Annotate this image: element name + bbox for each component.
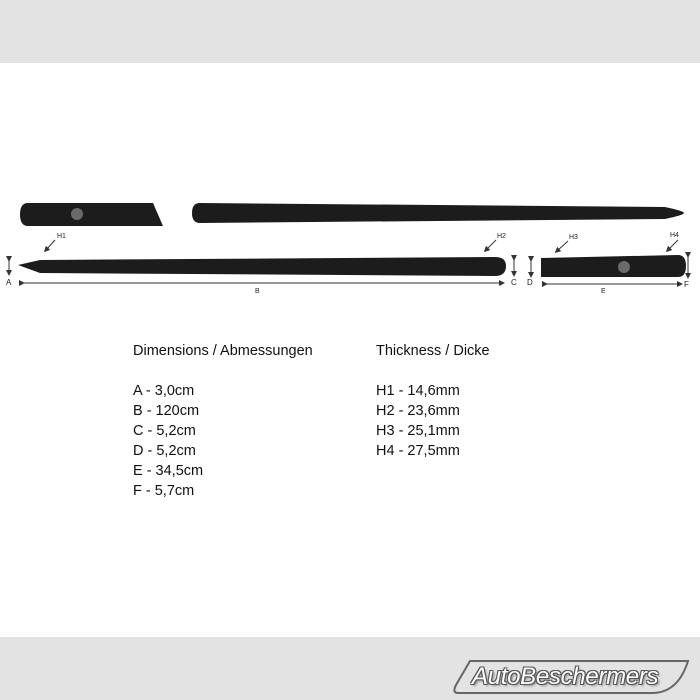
label-e: E xyxy=(601,288,606,295)
dimension-row: D - 5,2cm xyxy=(133,443,196,459)
pointer-h3 xyxy=(557,241,568,251)
logo-text: AutoBeschermers xyxy=(472,663,659,690)
pointer-h1 xyxy=(46,240,55,250)
label-b: B xyxy=(255,288,260,295)
label-h4: H4 xyxy=(670,232,679,239)
clip-hole-top-left xyxy=(71,208,83,220)
strip-long-bottom xyxy=(18,257,506,276)
dimension-row: A - 3,0cm xyxy=(133,383,195,399)
trim-strip-diagram xyxy=(0,0,700,300)
label-a: A xyxy=(6,278,12,287)
dimension-row: B - 120cm xyxy=(133,403,200,419)
strip-short-top-left xyxy=(20,203,163,226)
thickness-list xyxy=(376,341,490,461)
dimension-row: F - 5,7cm xyxy=(133,483,195,499)
strip-long-top-right xyxy=(192,203,684,223)
thickness-row: H3 - 25,1mm xyxy=(376,423,460,439)
label-h2: H2 xyxy=(497,233,506,240)
dimensions-list xyxy=(133,341,313,501)
thickness-row: H4 - 27,5mm xyxy=(376,443,460,459)
strip-short-bottom-right xyxy=(541,255,686,277)
thickness-row: H1 - 14,6mm xyxy=(376,383,460,399)
clip-hole-bottom-right xyxy=(618,261,630,273)
pointer-h4 xyxy=(668,240,678,250)
thickness-heading: Thickness / Dicke xyxy=(376,343,490,359)
label-c: C xyxy=(511,278,517,287)
pointer-h2 xyxy=(486,240,496,250)
label-f: F xyxy=(684,280,689,289)
label-h3: H3 xyxy=(569,234,578,241)
brand-logo xyxy=(452,657,692,697)
dimension-row: C - 5,2cm xyxy=(133,423,196,439)
dimensions-heading: Dimensions / Abmessungen xyxy=(133,343,313,359)
thickness-row: H2 - 23,6mm xyxy=(376,403,460,419)
label-h1: H1 xyxy=(57,233,66,240)
dimension-row: E - 34,5cm xyxy=(133,463,204,479)
label-d: D xyxy=(527,278,533,287)
